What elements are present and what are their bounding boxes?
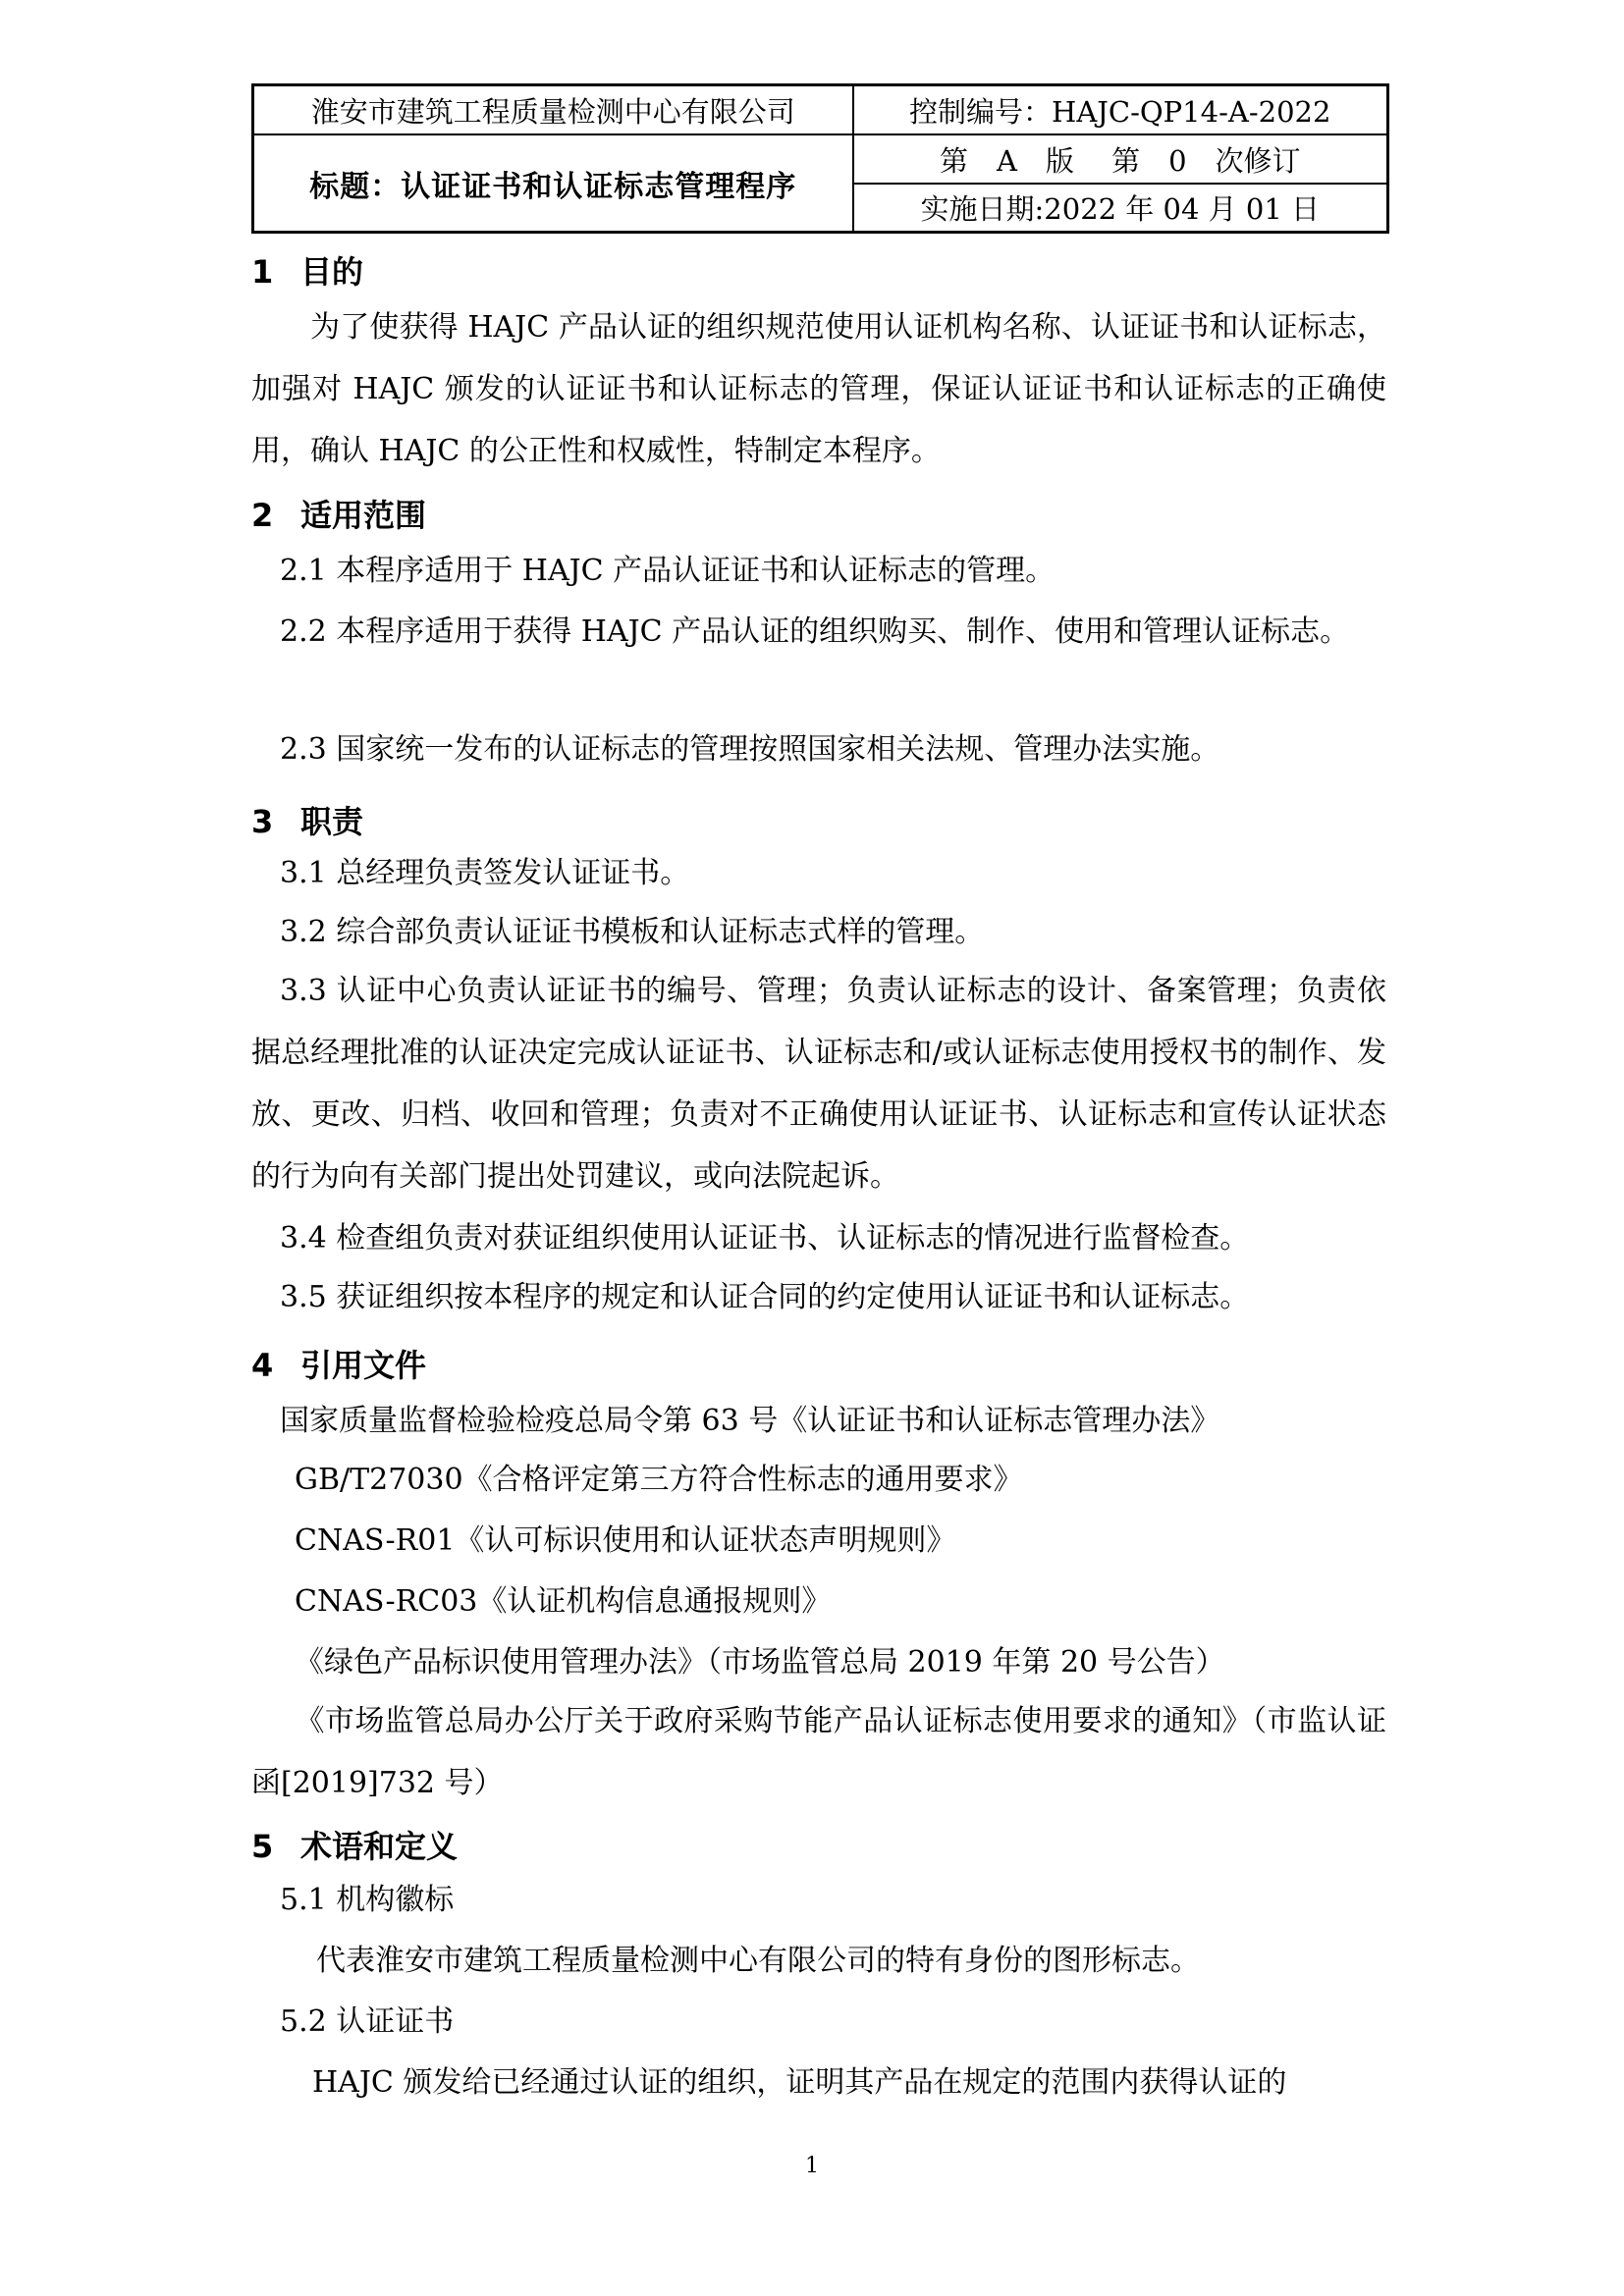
reference-1: 国家质量监督检验检疫总局令第 63 号《认证证书和认证标志管理办法》	[280, 1404, 1220, 1438]
reference-6: 《市场监管总局办公厅关于政府采购节能产品认证标志使用要求的通知》（市监认证函[2019]732 号）	[251, 1704, 1386, 1800]
reference-2: GB/T27030《合格评定第三方符合性标志的通用要求》	[295, 1463, 1023, 1497]
section-heading-3: 3 职责	[251, 803, 364, 840]
company-name: 淮安市建筑工程质量检测中心有限公司	[253, 85, 853, 135]
clause-3-3: 3.3 认证中心负责认证证书的编号、管理；负责认证标志的设计、备案管理；负责依据总经理批准的认证决定完成认证证书、认证标志和/或认证标志使用授权书的制作、发放、更改、归档、收回和管理；负责对不正确使用认证证书、认证标志和宣传认证状态的行为向有关部门提出处罚建议，或向法院起诉。	[251, 974, 1386, 1194]
clause-3-4: 3.4 检查组负责对获证组织使用认证证书、认证标志的情况进行监督检查。	[280, 1221, 1250, 1255]
section-heading-5: 5 术语和定义	[251, 1828, 459, 1865]
reference-4: CNAS-RC03《认证机构信息通报规则》	[295, 1584, 832, 1619]
header-table	[251, 83, 1389, 234]
term-5-2-title: 5.2 认证证书	[280, 2004, 455, 2039]
clause-3-2: 3.2 综合部负责认证证书模板和认证标志式样的管理。	[280, 915, 985, 949]
effective-date: 实施日期:2022 年 04 月 01 日	[853, 184, 1388, 233]
control-number: 控制编号：HAJC-QP14-A-2022	[853, 85, 1388, 135]
term-5-2-definition: HAJC 颁发给已经通过认证的组织，证明其产品在规定的范围内获得认证的	[312, 2065, 1287, 2100]
term-5-1-title: 5.1 机构徽标	[280, 1883, 455, 1917]
clause-3-5: 3.5 获证组织按本程序的规定和认证合同的约定使用认证证书和认证标志。	[280, 1280, 1250, 1314]
clause-2-1: 2.1 本程序适用于 HAJC 产品认证证书和认证标志的管理。	[280, 554, 1056, 588]
section-heading-1: 1 目的	[251, 253, 364, 291]
term-5-1-definition: 代表淮安市建筑工程质量检测中心有限公司的特有身份的图形标志。	[316, 1944, 1200, 1978]
section-heading-4: 4 引用文件	[251, 1347, 427, 1384]
clause-2-3: 2.3 国家统一发布的认证标志的管理按照国家相关法规、管理办法实施。	[280, 732, 1220, 767]
section-1-body: 为了使获得 HAJC 产品认证的组织规范使用认证机构名称、认证证书和认证标志，加强对 HAJC 颁发的认证证书和认证标志的管理，保证认证证书和认证标志的正确使用，确认 HAJC 的公正性和权威性，特制定本程序。	[251, 310, 1386, 468]
clause-2-2: 2.2 本程序适用于获得 HAJC 产品认证的组织购买、制作、使用和管理认证标志。	[280, 614, 1350, 649]
page-number: 1	[805, 2154, 819, 2178]
document-title: 标题：认证证书和认证标志管理程序	[253, 134, 853, 233]
reference-3: CNAS-R01《认可标识使用和认证状态声明规则》	[295, 1523, 956, 1558]
reference-5: 《绿色产品标识使用管理办法》（市场监管总局 2019 年第 20 号公告）	[295, 1645, 1225, 1680]
revision-info: 第 A 版 第 0 次修订	[853, 134, 1388, 184]
clause-3-1: 3.1 总经理负责签发认证证书。	[280, 856, 690, 890]
section-heading-2: 2 适用范围	[251, 497, 427, 534]
